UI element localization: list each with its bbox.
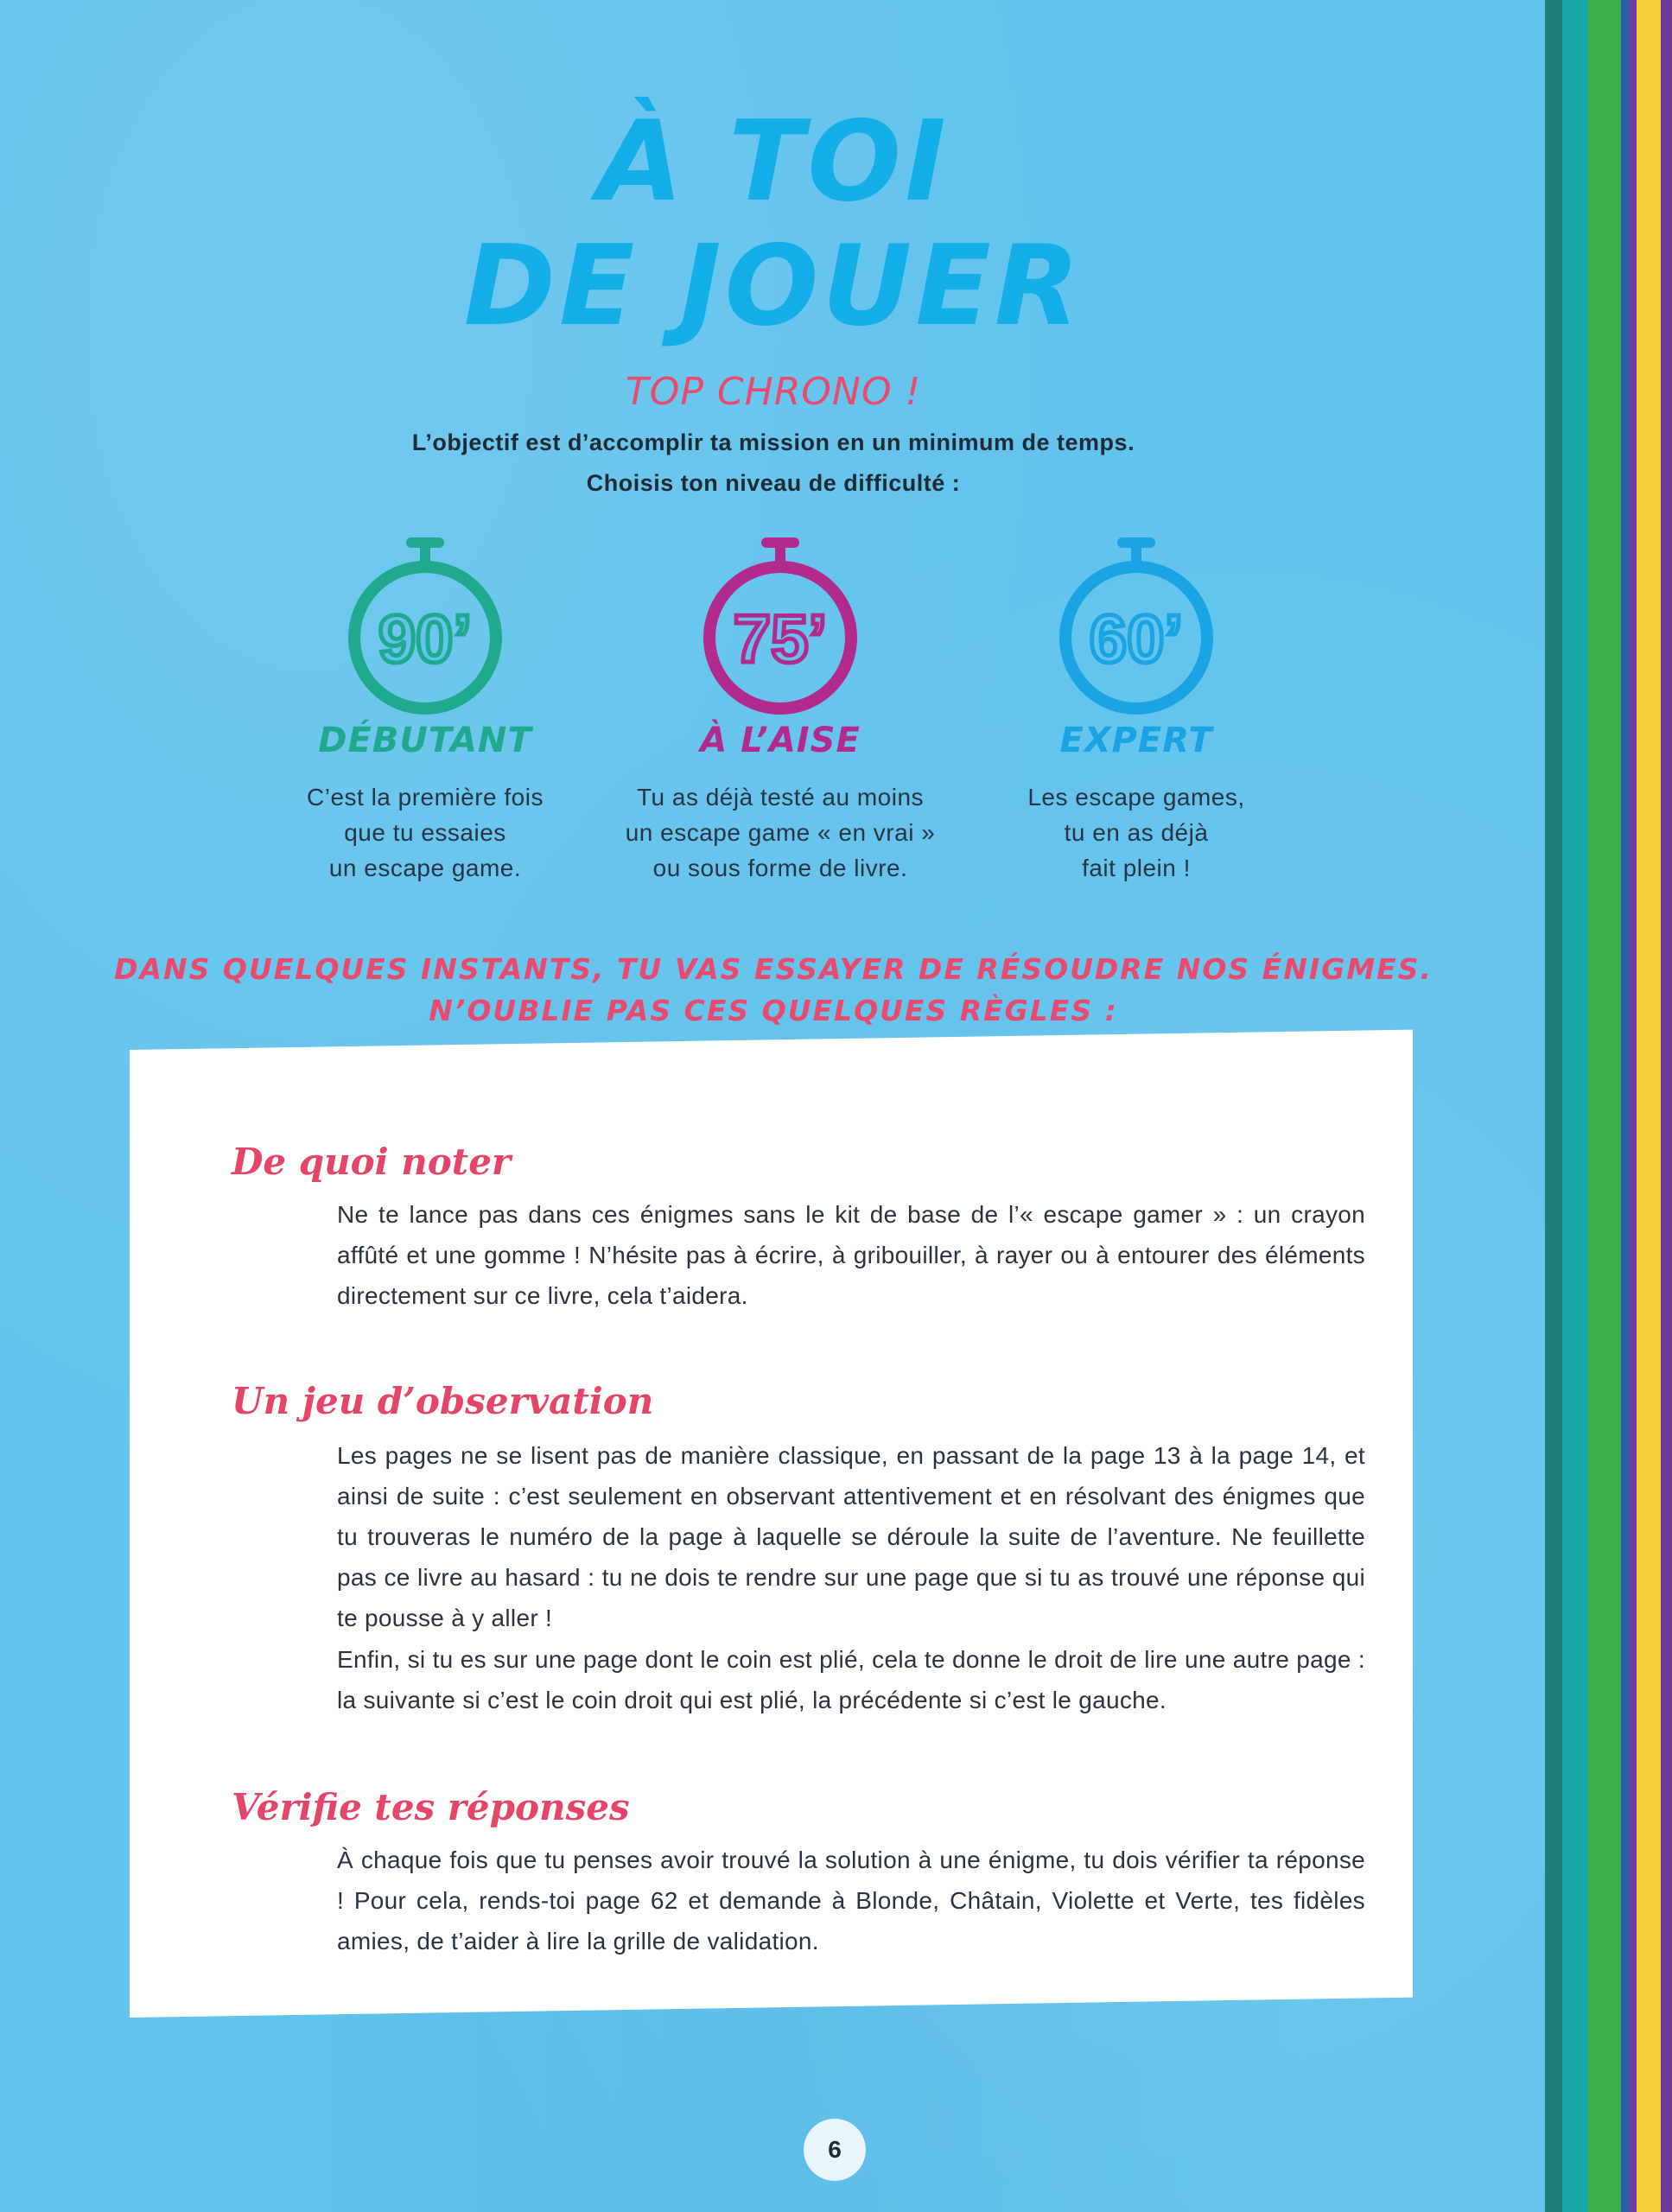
main-title-line1: À TOI (597, 98, 950, 226)
decorative-stripes (1545, 0, 1672, 2212)
rule-title: Vérifie tes réponses (232, 1786, 630, 1828)
stripe (1562, 0, 1588, 2212)
stripe (1545, 0, 1562, 2212)
rules-intro (0, 949, 1547, 1032)
level-description: Les escape games, tu en as déjà fait plein ! (1027, 784, 1245, 881)
rule-text: Ne te lance pas dans ces énigmes sans le kit de base de l’« escape gamer » : un crayon affûté et une gomme ! N’hésite pas à écrire, à gribouiller, à rayer ou à entourer des éléments directement sur ce livre, cela t’aidera. (337, 1201, 1365, 1309)
stopwatch-icon (339, 536, 512, 717)
rule-text: Les pages ne se lisent pas de manière classique, en passant de la page 13 à la page 14, et ainsi de suite : c’est seulement en observant attentivement et en résolvant des énigmes que tu trouveras le numéro de la page à laquelle se déroule la suite de l’aventure. Ne feuillette pas ce livre au hasard : tu ne dois te rendre sur une page que si tu as trouvé une réponse qui te pousse à y aller ! (337, 1442, 1365, 1631)
stripe (1630, 0, 1637, 2212)
level-time: 60’ (1089, 601, 1184, 677)
subtitle: TOP CHRONO ! (625, 370, 922, 414)
rules-intro-line2: N’OUBLIE PAS CES QUELQUES RÈGLES : (429, 994, 1118, 1027)
level-description: Tu as déjà testé au moins un escape game « en vrai » ou sous forme de livre. (625, 784, 936, 881)
stripe (1621, 0, 1630, 2212)
main-title-line2: DE JOUER (463, 222, 1084, 351)
rule-text: À chaque fois que tu penses avoir trouvé la solution à une énigme, tu dois vérifier ta réponse ! Pour cela, rends-toi page 62 et demande à Blonde, Châtain, Violette et Verte, tes fidèles amies, de t’aider à lire la grille de validation. (337, 1847, 1365, 1955)
rules-card (130, 1030, 1413, 2018)
stripe (1588, 0, 1621, 2212)
level-time: 90’ (378, 601, 473, 677)
rule-text-2: Enfin, si tu es sur une page dont le coin est plié, cela te donne le droit de lire une autre page : la suivante si c’est le coin droit qui est plié, la précédente si c’est le gauche. (337, 1646, 1365, 1713)
level-name: EXPERT (1059, 721, 1213, 760)
stripe (1661, 0, 1672, 2212)
level-expert (955, 536, 1318, 886)
stopwatch-icon (1050, 536, 1223, 717)
rule-title: De quoi noter (232, 1141, 512, 1183)
level-time: 75’ (733, 601, 828, 677)
rule-title: Un jeu d’observation (232, 1380, 654, 1422)
intro-line1: L’objectif est d’accomplir ta mission en un minimum de temps. (411, 429, 1135, 455)
page-number: 6 (804, 2119, 866, 2181)
rules-intro-line1: DANS QUELQUES INSTANTS, TU VAS ESSAYER DE RÉSOUDRE NOS ÉNIGMES. (114, 952, 1433, 986)
intro-line2: Choisis ton niveau de difficulté : (586, 470, 961, 496)
stripe (1637, 0, 1661, 2212)
level-description: C’est la première fois que tu essaies un escape game. (307, 784, 544, 881)
level-name: DÉBUTANT (318, 721, 532, 760)
level-beginner (244, 536, 607, 886)
stopwatch-icon (694, 536, 867, 717)
level-intermediate (599, 536, 962, 886)
level-name: À L’AISE (700, 721, 861, 760)
